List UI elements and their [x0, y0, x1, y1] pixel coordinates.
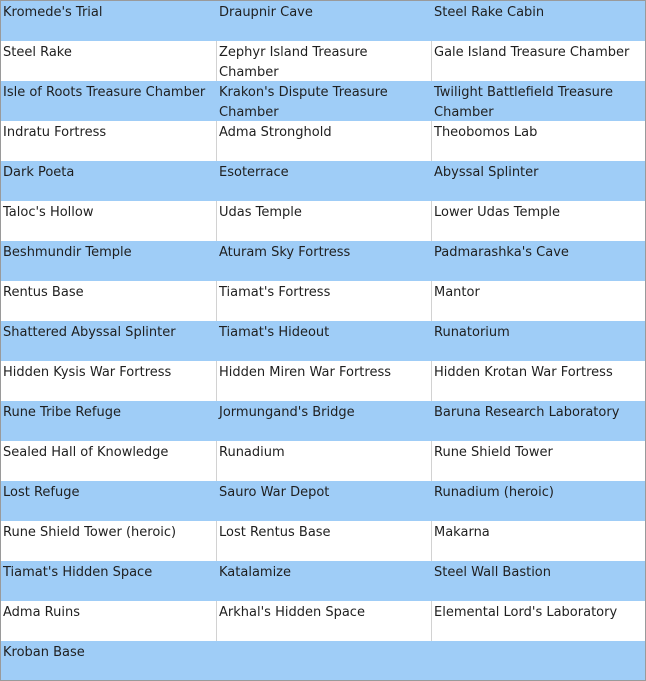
- table-cell: [216, 641, 431, 681]
- table-row: [1, 601, 645, 641]
- table-cell: Makarna: [431, 521, 645, 561]
- table-row: [1, 161, 645, 201]
- table-row: [1, 481, 645, 521]
- table-row: [1, 201, 645, 241]
- table-cell: Katalamize: [216, 561, 431, 601]
- table-cell: Runadium (heroic): [431, 481, 645, 521]
- table-cell: Arkhal's Hidden Space: [216, 601, 431, 641]
- table-cell: Zephyr Island Treasure Chamber: [216, 41, 431, 81]
- table-cell: Mantor: [431, 281, 645, 321]
- table-cell: Isle of Roots Treasure Chamber: [3, 85, 206, 100]
- table-cell: Adma Stronghold: [216, 121, 431, 161]
- table-cell: Rentus Base: [3, 285, 84, 300]
- table-row: [1, 441, 645, 481]
- table-cell: Steel Wall Bastion: [431, 561, 645, 601]
- table-cell: Dark Poeta: [3, 165, 75, 180]
- table-cell: Abyssal Splinter: [431, 161, 645, 201]
- table-cell: Adma Ruins: [3, 605, 80, 620]
- table-row: [1, 1, 645, 41]
- table-cell: Kromede's Trial: [3, 5, 103, 20]
- table-cell: [431, 641, 645, 681]
- table-cell: Hidden Kysis War Fortress: [3, 365, 172, 380]
- table-cell: Twilight Battlefield Treasure Chamber: [431, 81, 645, 121]
- table-row: [1, 241, 645, 281]
- table-cell: Taloc's Hollow: [3, 205, 94, 220]
- table-cell: Udas Temple: [216, 201, 431, 241]
- table-cell: Gale Island Treasure Chamber: [431, 41, 645, 81]
- table-row: [1, 521, 645, 561]
- table-cell: Theobomos Lab: [431, 121, 645, 161]
- table-cell: Hidden Krotan War Fortress: [431, 361, 645, 401]
- table-row: [1, 281, 645, 321]
- table-row: [1, 401, 645, 441]
- table-row: [1, 81, 645, 121]
- table-row: [1, 321, 645, 361]
- table-cell: Kroban Base: [3, 645, 85, 660]
- table-cell: Beshmundir Temple: [3, 245, 132, 260]
- table-cell: Rune Shield Tower: [431, 441, 645, 481]
- table-cell: Steel Rake Cabin: [431, 1, 645, 41]
- table-row: [1, 41, 645, 81]
- table-cell: Indratu Fortress: [3, 125, 107, 140]
- table-cell: Lost Refuge: [3, 485, 80, 500]
- table-cell: Krakon's Dispute Treasure Chamber: [216, 81, 431, 121]
- table-cell: Jormungand's Bridge: [216, 401, 431, 441]
- table-cell: Sealed Hall of Knowledge: [3, 445, 169, 460]
- table-cell: Tiamat's Hidden Space: [3, 565, 153, 580]
- table-cell: Rune Tribe Refuge: [3, 405, 121, 420]
- table-cell: Tiamat's Hideout: [216, 321, 431, 361]
- table-cell: Padmarashka's Cave: [431, 241, 645, 281]
- table-cell: Draupnir Cave: [216, 1, 431, 41]
- table-cell: Steel Rake: [3, 45, 72, 60]
- table-row: [1, 561, 645, 601]
- table-cell: Lower Udas Temple: [431, 201, 645, 241]
- table-row: [1, 121, 645, 161]
- table-cell: Rune Shield Tower (heroic): [3, 525, 177, 540]
- table-cell: Sauro War Depot: [216, 481, 431, 521]
- table-cell: Lost Rentus Base: [216, 521, 431, 561]
- table-cell: Aturam Sky Fortress: [216, 241, 431, 281]
- table-row: [1, 361, 645, 401]
- table-cell: Elemental Lord's Laboratory: [431, 601, 645, 641]
- table-cell: Tiamat's Fortress: [216, 281, 431, 321]
- table-cell: Shattered Abyssal Splinter: [3, 325, 176, 340]
- table-cell: Baruna Research Laboratory: [431, 401, 645, 441]
- table-cell: Runadium: [216, 441, 431, 481]
- table-cell: Esoterrace: [216, 161, 431, 201]
- table-cell: Runatorium: [431, 321, 645, 361]
- table-row: [1, 641, 645, 681]
- table-cell: Hidden Miren War Fortress: [216, 361, 431, 401]
